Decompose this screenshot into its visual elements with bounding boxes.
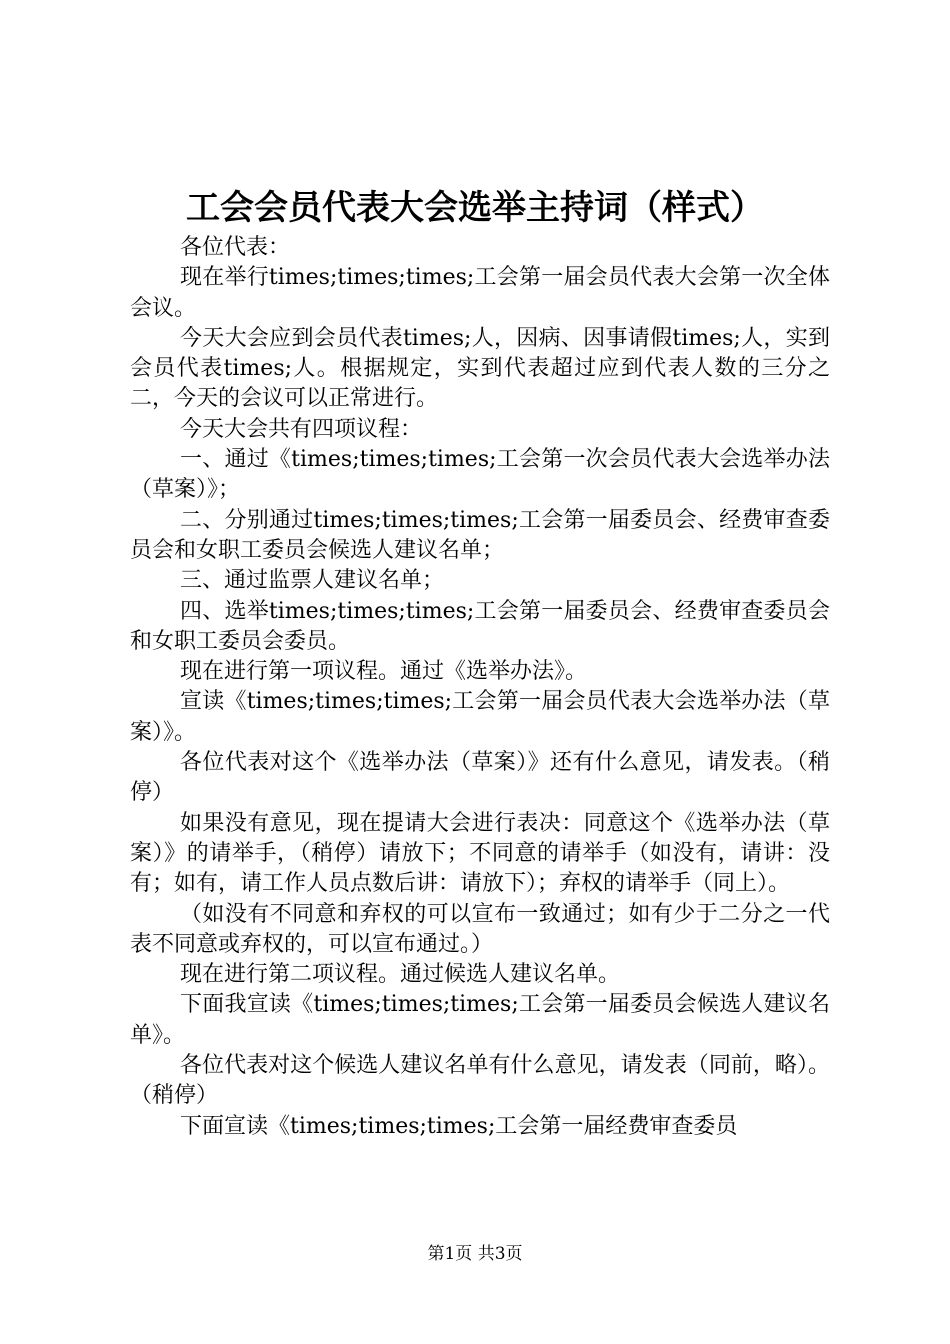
paragraph: 下面我宣读《times;times;times;工会第一届委员会候选人建议名单》。 (130, 992, 830, 1048)
document-title: 工会会员代表大会选举主持词（样式） (186, 188, 764, 228)
paragraph: 现在进行第二项议程。通过候选人建议名单。 (180, 962, 621, 988)
paragraph: 三、通过监票人建议名单； (180, 568, 445, 594)
paragraph: 各位代表对这个《选举办法（草案）》还有什么意见，请发表。（稍停） (130, 750, 830, 806)
paragraph: （如没有不同意和弃权的可以宣布一致通过；如有少于二分之一代表不同意或弃权的，可以宣布通过。） (130, 901, 830, 957)
paragraph: 二、分别通过times;times;times;工会第一届委员会、经费审查委员会和女职工委员会候选人建议名单； (130, 507, 830, 563)
paragraph: 今天大会应到会员代表times;人，因病、因事请假times;人，实到会员代表times;人。根据规定，实到代表超过应到代表人数的三分之二，今天的会议可以正常进行。 (130, 325, 830, 412)
paragraph: 四、选举times;times;times;工会第一届委员会、经费审查委员会和女职工委员会委员。 (130, 598, 830, 654)
paragraph: 现在举行times;times;times;工会第一届会员代表大会第一次全体会议。 (130, 265, 830, 321)
document-body (130, 233, 830, 1142)
page-number-footer: 第1页 共3页 (427, 1244, 523, 1264)
paragraph: 今天大会共有四项议程： (180, 416, 423, 442)
paragraph: 宣读《times;times;times;工会第一届会员代表大会选举办法（草案）》。 (130, 689, 830, 745)
paragraph: 下面宣读《times;times;times;工会第一届经费审查委员 (180, 1113, 738, 1139)
paragraph: 各位代表对这个候选人建议名单有什么意见，请发表（同前，略）。（稍停） (130, 1053, 830, 1109)
paragraph: 现在进行第一项议程。通过《选举办法》。 (180, 659, 588, 685)
paragraph: 各位代表： (180, 235, 291, 260)
paragraph: 一、通过《times;times;times;工会第一次会员代表大会选举办法（草案）》； (130, 447, 830, 503)
paragraph: 如果没有意见，现在提请大会进行表决：同意这个《选举办法（草案）》的请举手，（稍停）请放下；不同意的请举手（如没有，请讲：没有；如有，请工作人员点数后讲：请放下）；弃权的请举手（同上）。 (130, 810, 830, 897)
